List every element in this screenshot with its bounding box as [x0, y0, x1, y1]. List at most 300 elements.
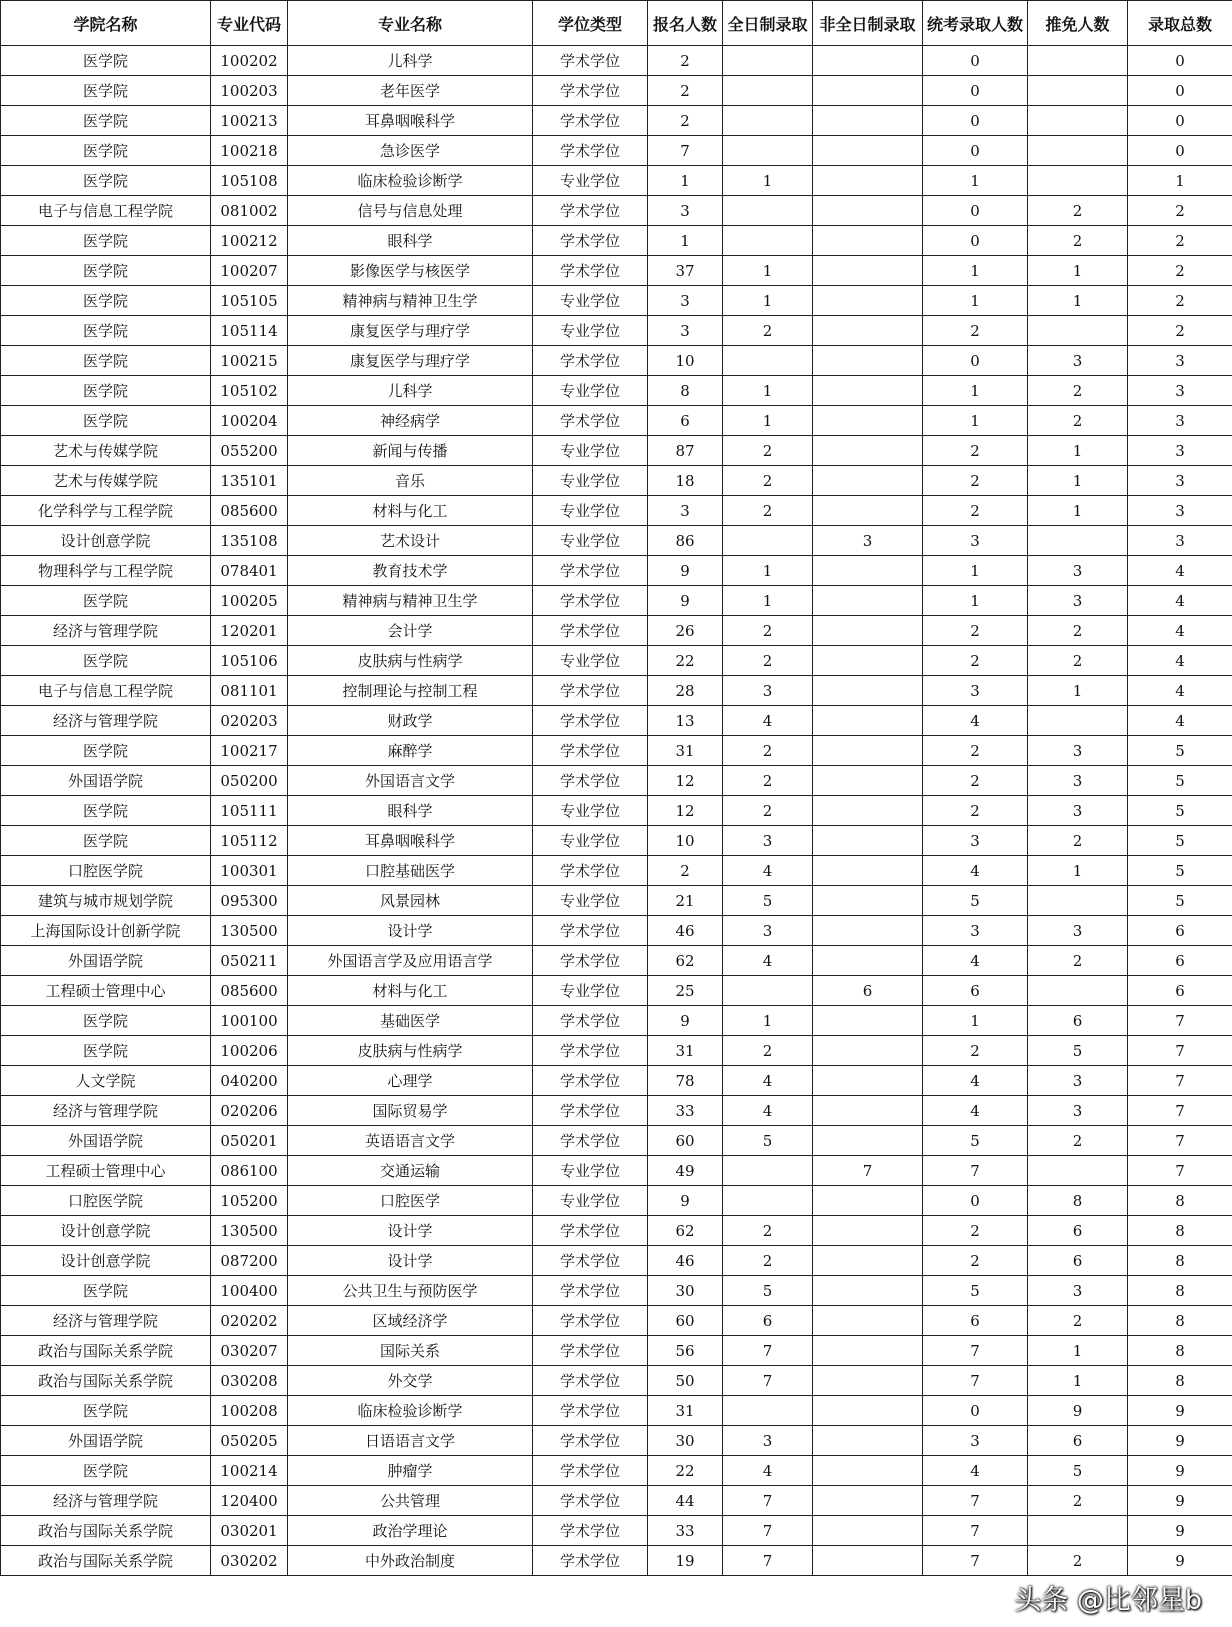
college-cell: 政治与国际关系学院: [1, 1516, 211, 1546]
degree-type-cell: 学术学位: [533, 1216, 648, 1246]
degree-type-cell: 学术学位: [533, 1096, 648, 1126]
degree-type-cell: 专业学位: [533, 796, 648, 826]
college-cell: 医学院: [1, 256, 211, 286]
college-cell: 医学院: [1, 646, 211, 676]
table-row: [1, 166, 1232, 196]
major-cell: 外国语言文学: [288, 766, 533, 796]
major-cell: 耳鼻咽喉科学: [288, 106, 533, 136]
major-cell: 心理学: [288, 1066, 533, 1096]
parttime-cell: [813, 646, 923, 676]
degree-type-cell: 学术学位: [533, 1426, 648, 1456]
total-cell: 4: [1128, 646, 1232, 676]
total-cell: 6: [1128, 946, 1232, 976]
code-cell: 100212: [211, 226, 288, 256]
table-row: [1, 766, 1232, 796]
recommended-cell: [1028, 976, 1128, 1006]
applicants-cell: 7: [648, 136, 723, 166]
exam-admitted-cell: 0: [923, 136, 1028, 166]
applicants-cell: 8: [648, 376, 723, 406]
degree-type-cell: 专业学位: [533, 976, 648, 1006]
table-body: [1, 46, 1232, 1576]
parttime-cell: [813, 1126, 923, 1156]
college-cell: 经济与管理学院: [1, 1486, 211, 1516]
applicants-cell: 13: [648, 706, 723, 736]
major-cell: 会计学: [288, 616, 533, 646]
applicants-cell: 46: [648, 916, 723, 946]
college-cell: 外国语学院: [1, 1426, 211, 1456]
recommended-cell: 2: [1028, 1306, 1128, 1336]
code-cell: 100214: [211, 1456, 288, 1486]
applicants-cell: 44: [648, 1486, 723, 1516]
code-cell: 081002: [211, 196, 288, 226]
fulltime-cell: [723, 76, 813, 106]
college-cell: 医学院: [1, 46, 211, 76]
fulltime-cell: [723, 196, 813, 226]
total-cell: 0: [1128, 136, 1232, 166]
exam-admitted-cell: 1: [923, 556, 1028, 586]
code-cell: 086100: [211, 1156, 288, 1186]
college-cell: 口腔医学院: [1, 1186, 211, 1216]
major-cell: 耳鼻咽喉科学: [288, 826, 533, 856]
applicants-cell: 6: [648, 406, 723, 436]
major-cell: 英语语言文学: [288, 1126, 533, 1156]
exam-admitted-cell: 2: [923, 496, 1028, 526]
total-cell: 0: [1128, 46, 1232, 76]
exam-admitted-cell: 2: [923, 436, 1028, 466]
degree-type-cell: 学术学位: [533, 1246, 648, 1276]
major-cell: 影像医学与核医学: [288, 256, 533, 286]
table-row: [1, 616, 1232, 646]
parttime-cell: [813, 406, 923, 436]
fulltime-cell: 2: [723, 1216, 813, 1246]
fulltime-cell: 2: [723, 736, 813, 766]
recommended-cell: 8: [1028, 1186, 1128, 1216]
fulltime-cell: 1: [723, 376, 813, 406]
recommended-cell: [1028, 76, 1128, 106]
exam-admitted-cell: 4: [923, 1456, 1028, 1486]
degree-type-cell: 学术学位: [533, 1276, 648, 1306]
recommended-cell: 2: [1028, 226, 1128, 256]
total-cell: 6: [1128, 976, 1232, 1006]
major-cell: 肿瘤学: [288, 1456, 533, 1486]
parttime-cell: [813, 1396, 923, 1426]
table-row: [1, 676, 1232, 706]
recommended-cell: 3: [1028, 556, 1128, 586]
exam-admitted-cell: 2: [923, 736, 1028, 766]
fulltime-cell: 5: [723, 886, 813, 916]
applicants-cell: 1: [648, 226, 723, 256]
degree-type-cell: 学术学位: [533, 616, 648, 646]
total-cell: 6: [1128, 916, 1232, 946]
total-cell: 9: [1128, 1486, 1232, 1516]
code-cell: 100202: [211, 46, 288, 76]
table-row: [1, 226, 1232, 256]
degree-type-cell: 学术学位: [533, 736, 648, 766]
fulltime-cell: 2: [723, 1036, 813, 1066]
table-row: [1, 1306, 1232, 1336]
fulltime-cell: [723, 346, 813, 376]
fulltime-cell: 4: [723, 1456, 813, 1486]
major-cell: 日语语言文学: [288, 1426, 533, 1456]
exam-admitted-cell: 0: [923, 1396, 1028, 1426]
degree-type-cell: 学术学位: [533, 406, 648, 436]
code-cell: 030208: [211, 1366, 288, 1396]
table-row: [1, 1096, 1232, 1126]
degree-type-cell: 学术学位: [533, 1366, 648, 1396]
recommended-cell: 3: [1028, 916, 1128, 946]
parttime-cell: [813, 556, 923, 586]
major-cell: 临床检验诊断学: [288, 1396, 533, 1426]
code-cell: 040200: [211, 1066, 288, 1096]
recommended-cell: 6: [1028, 1006, 1128, 1036]
college-cell: 医学院: [1, 316, 211, 346]
degree-type-cell: 专业学位: [533, 286, 648, 316]
watermark: 头条 @比邻星b: [1014, 1585, 1202, 1616]
table-row: [1, 286, 1232, 316]
fulltime-cell: 1: [723, 556, 813, 586]
fulltime-cell: 6: [723, 1306, 813, 1336]
table-row: [1, 916, 1232, 946]
major-cell: 基础医学: [288, 1006, 533, 1036]
exam-admitted-cell: 2: [923, 1246, 1028, 1276]
total-cell: 2: [1128, 196, 1232, 226]
fulltime-cell: 3: [723, 826, 813, 856]
parttime-cell: [813, 1066, 923, 1096]
code-cell: 120400: [211, 1486, 288, 1516]
major-cell: 神经病学: [288, 406, 533, 436]
recommended-cell: 1: [1028, 496, 1128, 526]
exam-admitted-cell: 2: [923, 616, 1028, 646]
fulltime-cell: [723, 1186, 813, 1216]
total-cell: 2: [1128, 286, 1232, 316]
recommended-cell: 2: [1028, 826, 1128, 856]
col-header-code: 专业代码: [211, 1, 288, 46]
college-cell: 经济与管理学院: [1, 706, 211, 736]
college-cell: 医学院: [1, 136, 211, 166]
exam-admitted-cell: 6: [923, 976, 1028, 1006]
table-row: [1, 886, 1232, 916]
degree-type-cell: 专业学位: [533, 1156, 648, 1186]
applicants-cell: 3: [648, 286, 723, 316]
code-cell: 105106: [211, 646, 288, 676]
code-cell: 135101: [211, 466, 288, 496]
college-cell: 物理科学与工程学院: [1, 556, 211, 586]
parttime-cell: [813, 46, 923, 76]
recommended-cell: [1028, 136, 1128, 166]
fulltime-cell: 7: [723, 1366, 813, 1396]
table-row: [1, 646, 1232, 676]
degree-type-cell: 学术学位: [533, 1456, 648, 1486]
college-cell: 经济与管理学院: [1, 1306, 211, 1336]
code-cell: 085600: [211, 976, 288, 1006]
total-cell: 4: [1128, 676, 1232, 706]
table-row: [1, 316, 1232, 346]
college-cell: 医学院: [1, 586, 211, 616]
applicants-cell: 9: [648, 1006, 723, 1036]
major-cell: 公共卫生与预防医学: [288, 1276, 533, 1306]
code-cell: 105108: [211, 166, 288, 196]
total-cell: 7: [1128, 1096, 1232, 1126]
fulltime-cell: 2: [723, 766, 813, 796]
table-row: [1, 1426, 1232, 1456]
exam-admitted-cell: 3: [923, 916, 1028, 946]
degree-type-cell: 学术学位: [533, 556, 648, 586]
total-cell: 8: [1128, 1216, 1232, 1246]
exam-admitted-cell: 0: [923, 46, 1028, 76]
exam-admitted-cell: 5: [923, 1276, 1028, 1306]
col-header-exam-admitted: 统考录取人数: [923, 1, 1028, 46]
code-cell: 105114: [211, 316, 288, 346]
code-cell: 050201: [211, 1126, 288, 1156]
fulltime-cell: 4: [723, 946, 813, 976]
applicants-cell: 25: [648, 976, 723, 1006]
degree-type-cell: 学术学位: [533, 1306, 648, 1336]
applicants-cell: 78: [648, 1066, 723, 1096]
recommended-cell: 1: [1028, 1336, 1128, 1366]
exam-admitted-cell: 0: [923, 226, 1028, 256]
exam-admitted-cell: 0: [923, 1186, 1028, 1216]
fulltime-cell: 2: [723, 616, 813, 646]
table-row: [1, 136, 1232, 166]
recommended-cell: [1028, 316, 1128, 346]
exam-admitted-cell: 7: [923, 1546, 1028, 1576]
total-cell: 7: [1128, 1006, 1232, 1036]
code-cell: 020203: [211, 706, 288, 736]
recommended-cell: [1028, 706, 1128, 736]
exam-admitted-cell: 1: [923, 166, 1028, 196]
fulltime-cell: [723, 1156, 813, 1186]
code-cell: 100400: [211, 1276, 288, 1306]
fulltime-cell: 7: [723, 1336, 813, 1366]
recommended-cell: 3: [1028, 736, 1128, 766]
degree-type-cell: 学术学位: [533, 346, 648, 376]
parttime-cell: [813, 346, 923, 376]
fulltime-cell: [723, 106, 813, 136]
applicants-cell: 28: [648, 676, 723, 706]
recommended-cell: 1: [1028, 256, 1128, 286]
college-cell: 医学院: [1, 106, 211, 136]
college-cell: 外国语学院: [1, 766, 211, 796]
applicants-cell: 31: [648, 1396, 723, 1426]
applicants-cell: 9: [648, 1186, 723, 1216]
college-cell: 外国语学院: [1, 946, 211, 976]
parttime-cell: [813, 286, 923, 316]
table-row: [1, 106, 1232, 136]
degree-type-cell: 学术学位: [533, 1036, 648, 1066]
table-row: [1, 1006, 1232, 1036]
fulltime-cell: 5: [723, 1276, 813, 1306]
degree-type-cell: 专业学位: [533, 436, 648, 466]
parttime-cell: [813, 766, 923, 796]
table-row: [1, 46, 1232, 76]
applicants-cell: 31: [648, 736, 723, 766]
fulltime-cell: 2: [723, 496, 813, 526]
parttime-cell: [813, 916, 923, 946]
parttime-cell: [813, 826, 923, 856]
recommended-cell: 3: [1028, 796, 1128, 826]
applicants-cell: 3: [648, 316, 723, 346]
fulltime-cell: 4: [723, 706, 813, 736]
total-cell: 2: [1128, 256, 1232, 286]
total-cell: 4: [1128, 616, 1232, 646]
applicants-cell: 33: [648, 1096, 723, 1126]
table-row: [1, 706, 1232, 736]
total-cell: 8: [1128, 1306, 1232, 1336]
major-cell: 精神病与精神卫生学: [288, 286, 533, 316]
degree-type-cell: 专业学位: [533, 376, 648, 406]
table-row: [1, 556, 1232, 586]
applicants-cell: 3: [648, 196, 723, 226]
applicants-cell: 30: [648, 1426, 723, 1456]
code-cell: 130500: [211, 1216, 288, 1246]
code-cell: 105112: [211, 826, 288, 856]
table-row: [1, 376, 1232, 406]
table-row: [1, 1186, 1232, 1216]
code-cell: 100204: [211, 406, 288, 436]
college-cell: 人文学院: [1, 1066, 211, 1096]
parttime-cell: [813, 436, 923, 466]
recommended-cell: 2: [1028, 1126, 1128, 1156]
code-cell: 100207: [211, 256, 288, 286]
major-cell: 眼科学: [288, 796, 533, 826]
table-row: [1, 1486, 1232, 1516]
code-cell: 105200: [211, 1186, 288, 1216]
parttime-cell: [813, 616, 923, 646]
applicants-cell: 50: [648, 1366, 723, 1396]
recommended-cell: [1028, 106, 1128, 136]
exam-admitted-cell: 2: [923, 796, 1028, 826]
table-row: [1, 496, 1232, 526]
code-cell: 030207: [211, 1336, 288, 1366]
college-cell: 政治与国际关系学院: [1, 1336, 211, 1366]
total-cell: 5: [1128, 766, 1232, 796]
table-row: [1, 1156, 1232, 1186]
parttime-cell: [813, 1486, 923, 1516]
college-cell: 医学院: [1, 1276, 211, 1306]
code-cell: 100100: [211, 1006, 288, 1036]
major-cell: 控制理论与控制工程: [288, 676, 533, 706]
parttime-cell: [813, 1216, 923, 1246]
major-cell: 风景园林: [288, 886, 533, 916]
parttime-cell: [813, 1096, 923, 1126]
college-cell: 工程硕士管理中心: [1, 1156, 211, 1186]
recommended-cell: [1028, 166, 1128, 196]
major-cell: 外国语言学及应用语言学: [288, 946, 533, 976]
recommended-cell: 3: [1028, 1066, 1128, 1096]
parttime-cell: [813, 136, 923, 166]
exam-admitted-cell: 3: [923, 676, 1028, 706]
parttime-cell: [813, 1546, 923, 1576]
degree-type-cell: 学术学位: [533, 76, 648, 106]
major-cell: 儿科学: [288, 46, 533, 76]
total-cell: 4: [1128, 586, 1232, 616]
exam-admitted-cell: 0: [923, 76, 1028, 106]
major-cell: 儿科学: [288, 376, 533, 406]
degree-type-cell: 学术学位: [533, 856, 648, 886]
parttime-cell: [813, 76, 923, 106]
degree-type-cell: 学术学位: [533, 766, 648, 796]
college-cell: 医学院: [1, 1396, 211, 1426]
parttime-cell: [813, 106, 923, 136]
total-cell: 9: [1128, 1516, 1232, 1546]
table-row: [1, 1036, 1232, 1066]
recommended-cell: [1028, 1516, 1128, 1546]
college-cell: 政治与国际关系学院: [1, 1366, 211, 1396]
parttime-cell: [813, 316, 923, 346]
total-cell: 9: [1128, 1456, 1232, 1486]
recommended-cell: [1028, 526, 1128, 556]
college-cell: 医学院: [1, 166, 211, 196]
applicants-cell: 12: [648, 796, 723, 826]
applicants-cell: 3: [648, 496, 723, 526]
degree-type-cell: 学术学位: [533, 256, 648, 286]
degree-type-cell: 学术学位: [533, 1336, 648, 1366]
recommended-cell: 5: [1028, 1456, 1128, 1486]
total-cell: 2: [1128, 226, 1232, 256]
table-row: [1, 856, 1232, 886]
parttime-cell: [813, 886, 923, 916]
table-row: [1, 1246, 1232, 1276]
major-cell: 口腔医学: [288, 1186, 533, 1216]
degree-type-cell: 专业学位: [533, 466, 648, 496]
recommended-cell: 1: [1028, 436, 1128, 466]
fulltime-cell: 1: [723, 256, 813, 286]
code-cell: 105111: [211, 796, 288, 826]
applicants-cell: 62: [648, 946, 723, 976]
college-cell: 口腔医学院: [1, 856, 211, 886]
college-cell: 医学院: [1, 826, 211, 856]
recommended-cell: [1028, 46, 1128, 76]
parttime-cell: [813, 1036, 923, 1066]
recommended-cell: 1: [1028, 676, 1128, 706]
parttime-cell: [813, 1366, 923, 1396]
fulltime-cell: 3: [723, 916, 813, 946]
recommended-cell: 3: [1028, 346, 1128, 376]
parttime-cell: [813, 1186, 923, 1216]
degree-type-cell: 专业学位: [533, 1186, 648, 1216]
table-row: [1, 436, 1232, 466]
parttime-cell: [813, 226, 923, 256]
table-row: [1, 1516, 1232, 1546]
col-header-parttime: 非全日制录取: [813, 1, 923, 46]
exam-admitted-cell: 4: [923, 856, 1028, 886]
college-cell: 电子与信息工程学院: [1, 196, 211, 226]
col-header-total: 录取总数: [1128, 1, 1232, 46]
table-row: [1, 1456, 1232, 1486]
code-cell: 100205: [211, 586, 288, 616]
code-cell: 020202: [211, 1306, 288, 1336]
applicants-cell: 26: [648, 616, 723, 646]
major-cell: 材料与化工: [288, 976, 533, 1006]
table-row: [1, 406, 1232, 436]
fulltime-cell: 4: [723, 1066, 813, 1096]
degree-type-cell: 学术学位: [533, 946, 648, 976]
table-row: [1, 526, 1232, 556]
applicants-cell: 2: [648, 46, 723, 76]
major-cell: 皮肤病与性病学: [288, 1036, 533, 1066]
college-cell: 医学院: [1, 406, 211, 436]
col-header-college: 学院名称: [1, 1, 211, 46]
table-row: [1, 1366, 1232, 1396]
table-row: [1, 346, 1232, 376]
total-cell: 5: [1128, 826, 1232, 856]
code-cell: 030201: [211, 1516, 288, 1546]
fulltime-cell: 2: [723, 316, 813, 346]
fulltime-cell: 2: [723, 466, 813, 496]
exam-admitted-cell: 4: [923, 706, 1028, 736]
table-row: [1, 1126, 1232, 1156]
table-row: [1, 196, 1232, 226]
